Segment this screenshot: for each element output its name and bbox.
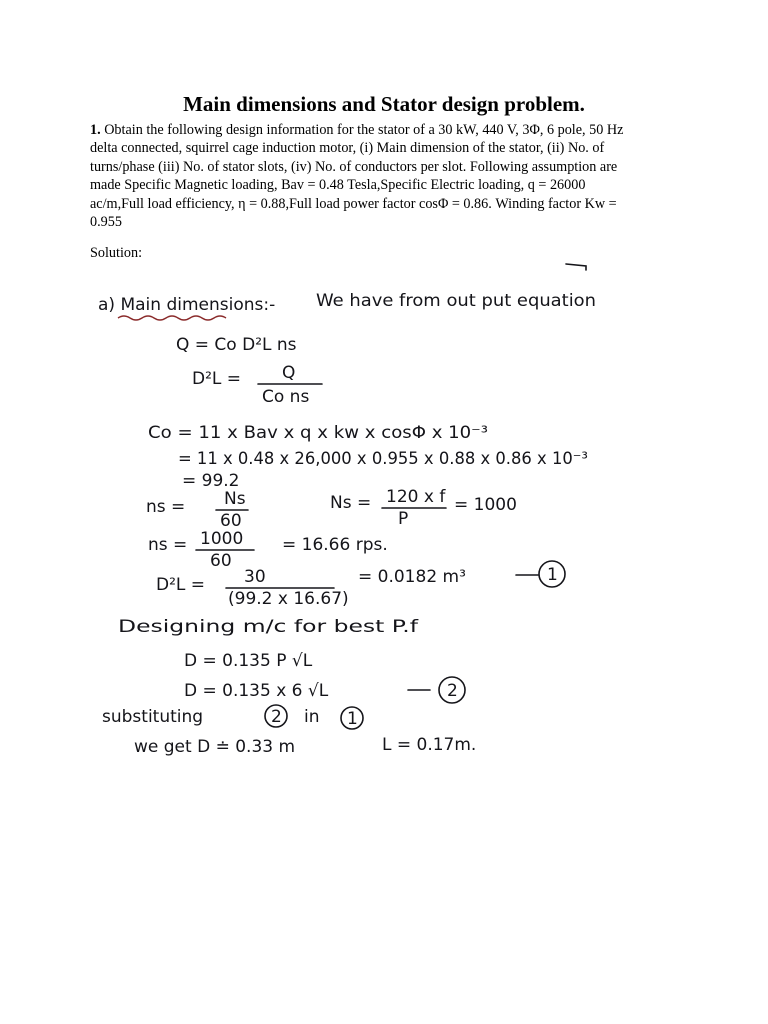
pen-mark [566, 264, 586, 270]
solution-label: Solution: [90, 245, 143, 261]
hw-eq-co-sub: = 11 x 0.48 x 26,000 x 0.955 x 0.88 x 0.86 x 10⁻³ [178, 449, 588, 469]
hw-eq-ns-lhs: ns = [146, 497, 186, 517]
hw-eq-Ns-lhs: Ns = [330, 493, 372, 513]
hw-eq-output: Q = Co D²L ns [176, 335, 297, 355]
hw-eq-d2: D = 0.135 x 6 √L [184, 681, 329, 701]
hw-section-heading: a) Main dimensions:- [98, 295, 276, 315]
hw-eq-ns-num: Ns [224, 489, 246, 509]
hw-eq-d2l-lhs: D²L = [192, 369, 242, 389]
hw-eq-d2l-den: Co ns [262, 387, 310, 407]
hw-eq-d1: D = 0.135 P √L [184, 651, 313, 671]
hw-eq-d2l-num: Q [282, 363, 296, 383]
hw-eq-ns2-val: = 16.66 rps. [282, 535, 388, 555]
hw-intro-text: We have from out put equation [316, 291, 596, 311]
hw-subst-in: in [304, 707, 320, 727]
heading-underline [118, 316, 226, 320]
page-title: Main dimensions and Stator design problem. [183, 92, 585, 116]
hw-eq-d2l2-val: = 0.0182 m³ [358, 567, 466, 587]
problem-text: Obtain the following design information for the stator of a 30 kW, 440 V, 3Φ, 6 pole, 50 Hz delta connected, squirrel cage induction motor, (i) Main dimension of the stator, (ii) No. of turns/phase (iii) No. of stator slots, (iv) No. of conductors per slot. Following assumption are made Specific Magnetic loading, Bav = 0.48 Tesla,Specific Electric loading, q = 26000 ac/m,Full load efficiency, η = 0.88,Full load power factor cosΦ = 0.86. Winding factor Kw = 0.955 [90, 122, 624, 231]
hw-designing-text: Designing m/c for best P.f [118, 617, 420, 637]
hw-eq-d2l2-lhs: D²L = [156, 575, 206, 595]
hw-subst-ref-1: 1 [347, 709, 358, 729]
hw-result-l: L = 0.17m. [382, 735, 477, 755]
hw-eq-Ns-den: P [398, 509, 409, 529]
hw-eq-d2l2-den: (99.2 x 16.67) [228, 589, 349, 609]
hw-subst-ref-2: 2 [271, 707, 282, 727]
hw-eq-co-val: = 99.2 [182, 471, 240, 491]
hw-subst-text: substituting [102, 707, 204, 727]
hw-eq-Ns-num: 120 x f [386, 487, 446, 507]
problem-number: 1. [90, 122, 101, 138]
hw-eq-ns2-num: 1000 [200, 529, 244, 549]
hw-eq-co: Co = 11 x Bav x q x kw x cosΦ x 10⁻³ [148, 423, 488, 443]
hw-ref-2: 2 [447, 681, 458, 701]
hw-result-d: we get D ≐ 0.33 m [134, 737, 296, 757]
hw-eq-d2l2-num: 30 [244, 567, 266, 587]
hw-ref-1: 1 [547, 565, 558, 585]
hw-eq-ns2-den: 60 [210, 551, 232, 571]
hw-eq-Ns-val: = 1000 [454, 495, 517, 515]
hw-eq-ns-den: 60 [220, 511, 242, 531]
hw-eq-ns2-lhs: ns = [148, 535, 188, 555]
